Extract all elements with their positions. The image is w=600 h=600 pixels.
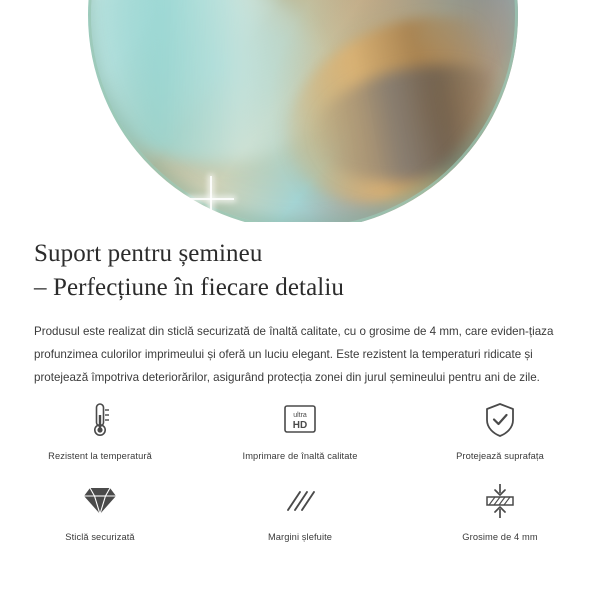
thickness-4mm-icon: [482, 479, 518, 523]
feature-label: Rezistent la temperatură: [48, 451, 152, 461]
feature-item: [400, 398, 600, 461]
shield-check-icon: [483, 398, 517, 442]
feature-item: [0, 398, 200, 461]
ultra-hd-icon: [281, 398, 319, 442]
glass-disc-product: [88, 0, 518, 222]
hero-image: [0, 0, 600, 222]
content-block: [0, 222, 600, 390]
feature-grid: [0, 398, 600, 542]
description-paragraph: Produsul este realizat din sticlă securizată de înaltă calitate, cu o grosime de 4 mm, care eviden-țiaza profunzimea culorilor imprimeului și oferă un luciu elegant. Este rezistent la temperaturi ridicate și protejează împotriva deteriorărilor, asigurând protecția zonei din jurul șemineului pentru ani de zile.: [34, 325, 554, 385]
svg-text:HD: HD: [292, 420, 308, 431]
glass-edge-rim: [88, 0, 518, 222]
feature-label: Grosime de 4 mm: [462, 532, 538, 542]
feature-label: Imprimare de înaltă calitate: [242, 451, 358, 461]
feature-item: [0, 479, 200, 542]
feature-item: [200, 479, 400, 542]
feature-label: Protejează suprafața: [456, 451, 544, 461]
feature-label: Sticlă securizată: [65, 532, 135, 542]
page-title: [0, 222, 600, 304]
diamond-icon: [81, 479, 119, 523]
feature-item: [200, 398, 400, 461]
feature-label: Margini șlefuite: [267, 532, 333, 542]
thermometer-icon: [85, 398, 115, 442]
headline-line-1: Suport pentru șemineu: [34, 240, 263, 267]
feature-item: [400, 479, 600, 542]
headline-line-2: – Perfecțiune în fiecare detaliu: [34, 273, 344, 301]
svg-text:ultra: ultra: [293, 412, 307, 419]
polished-edges-icon: [282, 479, 318, 523]
